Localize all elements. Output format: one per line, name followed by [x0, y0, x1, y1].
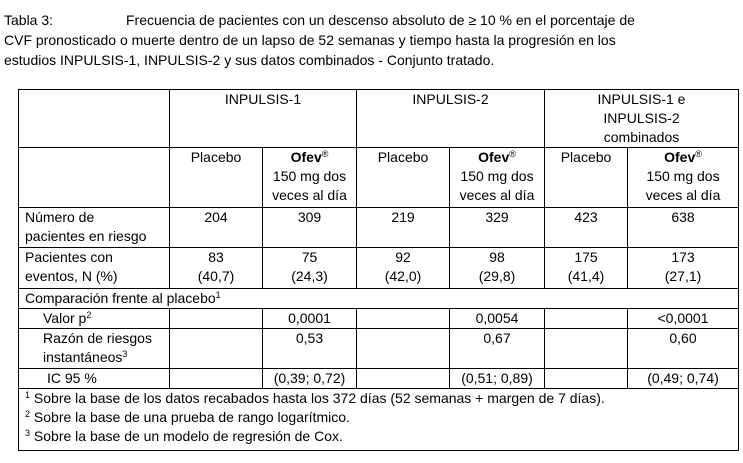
placebo-header: Placebo	[545, 148, 628, 208]
group-inpulsis-2: INPULSIS-2	[357, 90, 545, 148]
caption-label: Tabla 3:	[4, 12, 54, 28]
table-cell: 329	[450, 208, 545, 248]
table-cell: 83 (40,7)	[170, 248, 263, 289]
table-cell: 75 (24,3)	[263, 248, 357, 289]
row-label: Razón de riesgos instantáneos$^3$	[19, 329, 170, 369]
row-label: Número de pacientes en riesgo	[19, 208, 170, 248]
row-label: Valor $p^2$	[19, 309, 170, 329]
table-cell: 0,0001	[263, 309, 357, 329]
table-cell: 175 (41,4)	[545, 248, 628, 289]
hazard-ratio-row	[19, 329, 739, 369]
comparison-label: Comparación frente al placebo$^1$	[19, 289, 739, 309]
treatment-header-row	[19, 148, 739, 208]
table-cell: (0,51; 0,89)	[450, 369, 545, 389]
row-label: IC 95 %	[19, 369, 170, 389]
ofev-header: Ofev® 150 mg dos veces al día	[263, 148, 357, 208]
caption-line-1: Frecuencia de pacientes con un descenso absoluto de ≥ 10 % en el porcentaje de	[126, 12, 635, 28]
table-cell: 0,67	[450, 329, 545, 369]
table-cell: 0,60	[628, 329, 739, 369]
group-combined: INPULSIS-1 e INPULSIS-2 combinados	[545, 90, 739, 148]
ci-row	[19, 369, 739, 389]
table-cell: 173 (27,1)	[628, 248, 739, 289]
table-cell: 92 (42,0)	[357, 248, 450, 289]
ofev-header: Ofev® 150 mg dos veces al día	[450, 148, 545, 208]
footnote: $^1$ Sobre la base de los datos recabados hasta los 372 días (52 semanas + margen de 7 días).	[25, 390, 605, 406]
placebo-header: Placebo	[170, 148, 263, 208]
p-value-row	[19, 309, 739, 329]
row-label: Pacientes con eventos, N (%)	[19, 248, 170, 289]
table-cell: (0,49; 0,74)	[628, 369, 739, 389]
results-table	[18, 89, 739, 451]
caption-line-3: estudios INPULSIS-1, INPULSIS-2 y sus datos combinados - Conjunto tratado.	[4, 52, 495, 68]
comparison-row	[19, 289, 739, 309]
patients-at-risk-row	[19, 208, 739, 248]
table-cell: <0,0001	[628, 309, 739, 329]
caption-line-2: CVF pronosticado o muerte dentro de un lapso de 52 semanas y tiempo hasta la progresión en los	[4, 32, 616, 48]
table-caption	[4, 10, 724, 70]
table-cell: 309	[263, 208, 357, 248]
footnotes-row	[19, 389, 739, 451]
table-cell: 0,0054	[450, 309, 545, 329]
footnotes	[19, 389, 739, 451]
table-cell: 219	[357, 208, 450, 248]
group-header-row	[19, 90, 739, 148]
table-cell: 204	[170, 208, 263, 248]
table-cell: 98 (29,8)	[450, 248, 545, 289]
footnote: $^3$ Sobre la base de un modelo de regresión de Cox.	[25, 428, 343, 444]
group-inpulsis-1: INPULSIS-1	[170, 90, 357, 148]
ofev-header: Ofev® 150 mg dos veces al día	[628, 148, 739, 208]
table-cell: 638	[628, 208, 739, 248]
footnote: $^2$ Sobre la base de una prueba de rango logarítmico.	[25, 409, 350, 425]
events-row	[19, 248, 739, 289]
placebo-header: Placebo	[357, 148, 450, 208]
table-cell: (0,39; 0,72)	[263, 369, 357, 389]
table-cell: 0,53	[263, 329, 357, 369]
table-cell: 423	[545, 208, 628, 248]
